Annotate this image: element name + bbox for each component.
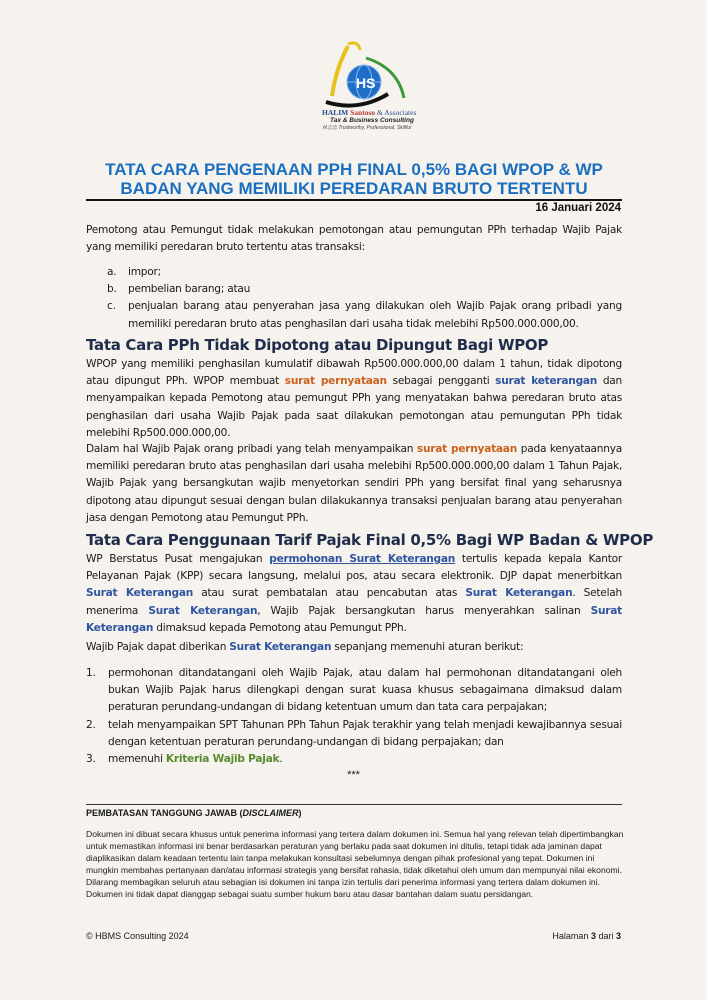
list-text: penjualan barang atau penyerahan jasa yang dilakukan oleh Wajib Pajak orang pribadi yang memiliki peredaran bruto atas penghasilan dari usaha tidak melebihi Rp500.000.000,00. <box>128 300 622 330</box>
section-2-paragraph-2 <box>86 639 622 656</box>
text: dari <box>595 931 616 941</box>
disclaimer-body: Dokumen ini dibuat secara khusus untuk penerima informasi yang tertera dalam dokumen ini. Semua hal yang relevan telah dipertimbangkan untuk memastikan informasi ini benar berdasarkan peraturan yang berlaku pada saat dokumen ini ditulis, tetapi tidak ada jaminan dapat diaplikasikan dalam keadaan tertentu lain tanpa melakukan konsultasi sebelumnya dengan pihak profesional yang tepat. Dokumen ini mungkin membahas pertanyaan dan/atau informasi strategis yang bersifat rahasia, tidak diketahui oleh umum dan mempunyai nilai ekonomi. Dilarang membagikan seluruh atau sebagian isi dokumen ini tanpa izin tertulis dari penerima informasi yang tertera dalam dokumen ini. Dokumen ini tidak dapat dianggap sebagai suatu sumber hukum baru atau dasar bantahan dalam suatu persidangan. <box>86 829 624 899</box>
section-1-paragraph-1 <box>86 356 622 442</box>
logo-tagline: Tax & Business Consulting <box>330 117 414 124</box>
list-marker: 1. <box>86 667 96 679</box>
intro-paragraph: Pemotong atau Pemungut tidak melakukan pemotongan atau pemungutan PPh terhadap Wajib Pajak yang memiliki peredaran bruto tertentu atas transaksi: <box>86 224 622 254</box>
section-2-heading: Tata Cara Penggunaan Tarif Pajak Final 0,5% Bagi WP Badan & WPOP <box>86 531 654 549</box>
logo-globe-icon <box>318 38 408 110</box>
highlight-surat-keterangan: Surat Keterangan <box>86 587 194 600</box>
highlight-surat-keterangan: surat keterangan <box>495 375 598 388</box>
text: sepanjang memenuhi aturan berikut: <box>331 641 524 653</box>
text: sebagai pengganti <box>386 375 496 388</box>
text: PEMBATASAN TANGGUNG JAWAB ( <box>86 808 243 818</box>
logo-firm-mid: Santoso <box>350 108 376 117</box>
list-marker: 3. <box>86 753 96 766</box>
list-text: pembelian barang; atau <box>128 283 251 296</box>
text: dimaksud kepada Pemotong atau Pemungut PPh. <box>153 621 407 634</box>
text: . <box>279 753 283 766</box>
list-item <box>86 665 622 717</box>
kriteria-wajib-pajak-link[interactable]: Kriteria Wajib Pajak <box>165 753 280 766</box>
list-item <box>86 717 622 751</box>
highlight-surat-pernyataan: surat pernyataan <box>284 375 387 388</box>
svg-text:HS: HS <box>356 75 376 91</box>
list-marker: b. <box>107 283 117 296</box>
list-text <box>108 751 622 768</box>
footer-copyright: © HBMS Consulting 2024 <box>86 931 189 941</box>
text: . Setelah menerima <box>86 587 622 617</box>
text: ) <box>298 808 302 818</box>
logo-firm-first: HALIM <box>322 108 349 117</box>
list-item <box>86 751 622 768</box>
text: , Wajib Pajak bersangkutan harus menyerahkan salinan <box>257 604 591 617</box>
section-1-heading: Tata Cara PPh Tidak Dipotong atau Dipungut Bagi WPOP <box>86 336 549 354</box>
footer-page-number <box>552 931 621 941</box>
text: memenuhi <box>108 753 166 766</box>
text: WPOP yang memiliki penghasilan kumulatif dibawah Rp500.000.000,00 dalam 1 tahun, tidak dipotong atau dipungut PPh. WPOP membuat <box>86 358 622 388</box>
title-divider <box>86 199 622 201</box>
section-separator: *** <box>347 769 360 781</box>
list-item <box>86 298 622 332</box>
list-text: impor; <box>128 266 161 278</box>
requirements-list <box>86 665 622 768</box>
logo-text <box>322 108 422 131</box>
text: atau surat pembatalan atau pencabutan atas <box>193 587 466 600</box>
highlight-surat-keterangan: Surat Keterangan <box>86 604 622 634</box>
page-total: 3 <box>615 931 621 941</box>
title-line-1: TATA CARA PENGENAAN PPH FINAL 0,5% BAGI WPOP & WP <box>105 160 603 179</box>
title-line-2: BADAN YANG MEMILIKI PEREDARAN BRUTO TERTENTU <box>120 179 588 198</box>
text: Halaman <box>552 931 591 941</box>
list-marker: c. <box>107 300 116 313</box>
document-date: 16 Januari 2024 <box>535 202 621 214</box>
text: WP Berstatus Pusat mengajukan <box>86 553 270 565</box>
highlight-surat-keterangan: Surat Keterangan <box>465 587 573 600</box>
highlight-surat-keterangan: Surat Keterangan <box>148 604 258 617</box>
list-text: telah menyampaikan SPT Tahunan PPh Tahun Pajak terakhir yang telah menjadi kewajibannya sesuai dengan ketentuan peraturan perundang-undangan di bidang perpajakan; dan <box>108 718 622 748</box>
text: Wajib Pajak dapat diberikan <box>86 641 230 653</box>
section-1-paragraph-2 <box>86 441 622 527</box>
page-current: 3 <box>590 931 596 941</box>
highlight-surat-pernyataan: surat pernyataan <box>416 443 518 455</box>
text: pada kenyataannya memiliki peredaran bruto atas penghasilan dari usaha melebihi Rp500.000.000,00 dalam 1 Tahun Pajak, Wajib Pajak yang bersangkutan wajib menyetorkan sendiri PPh yang bersifat final yang seharusnya dipotong atau dipungut sesuai dengan bulan dilakukannya transaksi penjualan barang atau penyerahan jasa dengan Pemotong atau Pemungut PPh. <box>86 443 622 524</box>
list-marker: a. <box>107 266 117 278</box>
list-marker: 2. <box>86 718 96 731</box>
permohonan-surat-keterangan-link[interactable]: permohonan Surat Keterangan <box>269 553 456 565</box>
intro-list <box>86 264 622 333</box>
logo-firm-name <box>322 108 422 117</box>
disclaimer-title <box>86 808 302 818</box>
text: tertulis kepada kepala Kantor Pelayanan Pajak (KPP) secara langsung, melalui pos, atau secara elektronik. DJP dapat menerbitkan <box>86 553 622 583</box>
logo-firm-rest: & Associates <box>375 108 417 117</box>
section-2-paragraph-1 <box>86 551 622 637</box>
list-item <box>86 281 622 298</box>
text: dan menyampaikan kepada Pemotong atau pemungut PPh yang menyatakan bahwa peredaran bruto atas penghasilan dari usaha Wajib Pajak pada saat dilakukan pemotongan atau pemungutan PPh tidak melebihi Rp500.000.000,00. <box>86 375 623 439</box>
list-item <box>86 264 622 281</box>
text-italic: DISCLAIMER <box>242 808 299 818</box>
document-title <box>86 160 622 198</box>
logo-motto: 林志忠 Trustworthy, Professional, Skillful <box>322 125 412 131</box>
highlight-surat-keterangan: Surat Keterangan <box>229 641 332 653</box>
list-text: permohonan ditandatangani oleh Wajib Pajak, atau dalam hal permohonan ditandatangani oleh bukan Wajib Pajak harus dilengkapi dengan surat kuasa khusus sebagaimana dimaksud dalam peraturan perundang-undangan di bidang ketentuan umum dan tata cara perpajakan; <box>108 667 622 714</box>
disclaimer-divider <box>86 804 622 805</box>
text: Dalam hal Wajib Pajak orang pribadi yang telah menyampaikan <box>86 443 417 455</box>
